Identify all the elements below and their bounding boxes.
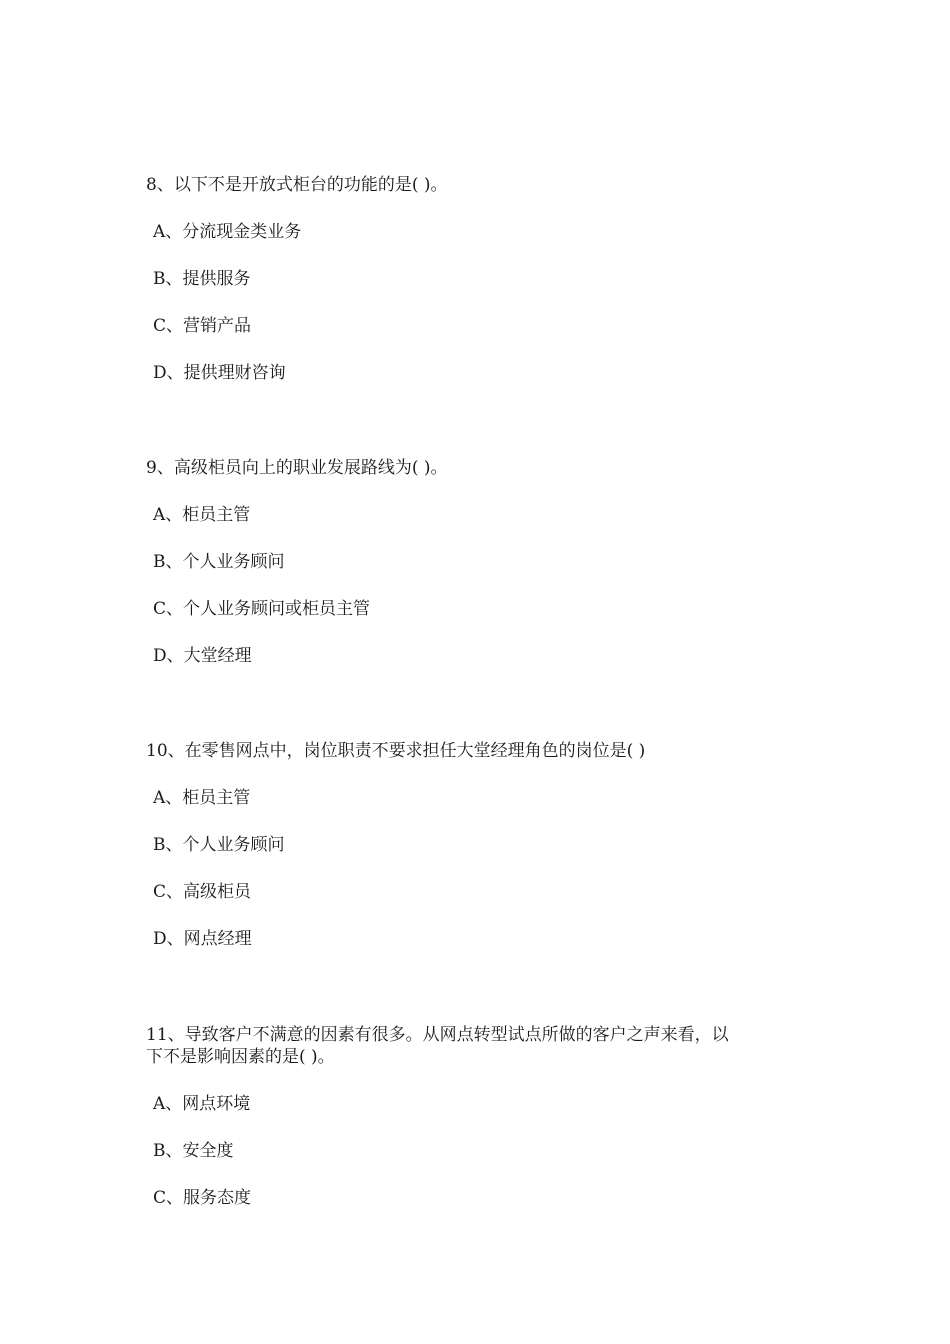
option-b: B、提供服务 <box>153 269 251 289</box>
option-d: D、提供理财咨询 <box>153 363 286 383</box>
question-text: 10、在零售网点中，岗位职责不要求担任大堂经理角色的岗位是( ) <box>146 741 646 761</box>
option-b: B、个人业务顾问 <box>153 552 285 572</box>
option-b: B、安全度 <box>153 1141 234 1161</box>
option-b: B、个人业务顾问 <box>153 835 285 855</box>
option-a: A、网点环境 <box>153 1094 251 1114</box>
question-11 <box>146 1024 806 1234</box>
option-c: C、营销产品 <box>153 316 252 336</box>
option-d: D、大堂经理 <box>153 646 252 666</box>
option-list <box>146 221 806 409</box>
question-text-line-1: 11、导致客户不满意的因素有很多。从网点转型试点所做的客户之声来看，以 <box>146 1025 729 1045</box>
question-text: 9、高级柜员向上的职业发展路线为( )。 <box>146 458 448 478</box>
option-c: C、个人业务顾问或柜员主管 <box>153 599 371 619</box>
option-a: A、柜员主管 <box>153 505 251 525</box>
question-text: 8、以下不是开放式柜台的功能的是( )。 <box>146 175 448 195</box>
question-text-line-2: 下不是影响因素的是( )。 <box>146 1047 335 1067</box>
question-9 <box>146 457 806 692</box>
option-a: A、柜员主管 <box>153 788 251 808</box>
option-list <box>146 504 806 692</box>
option-d: D、网点经理 <box>153 929 252 949</box>
option-list <box>146 1093 806 1234</box>
option-list <box>146 787 806 975</box>
question-8 <box>146 174 806 409</box>
option-c: C、高级柜员 <box>153 882 252 902</box>
option-a: A、分流现金类业务 <box>153 222 302 242</box>
question-10 <box>146 740 806 975</box>
option-c: C、服务态度 <box>153 1188 252 1208</box>
